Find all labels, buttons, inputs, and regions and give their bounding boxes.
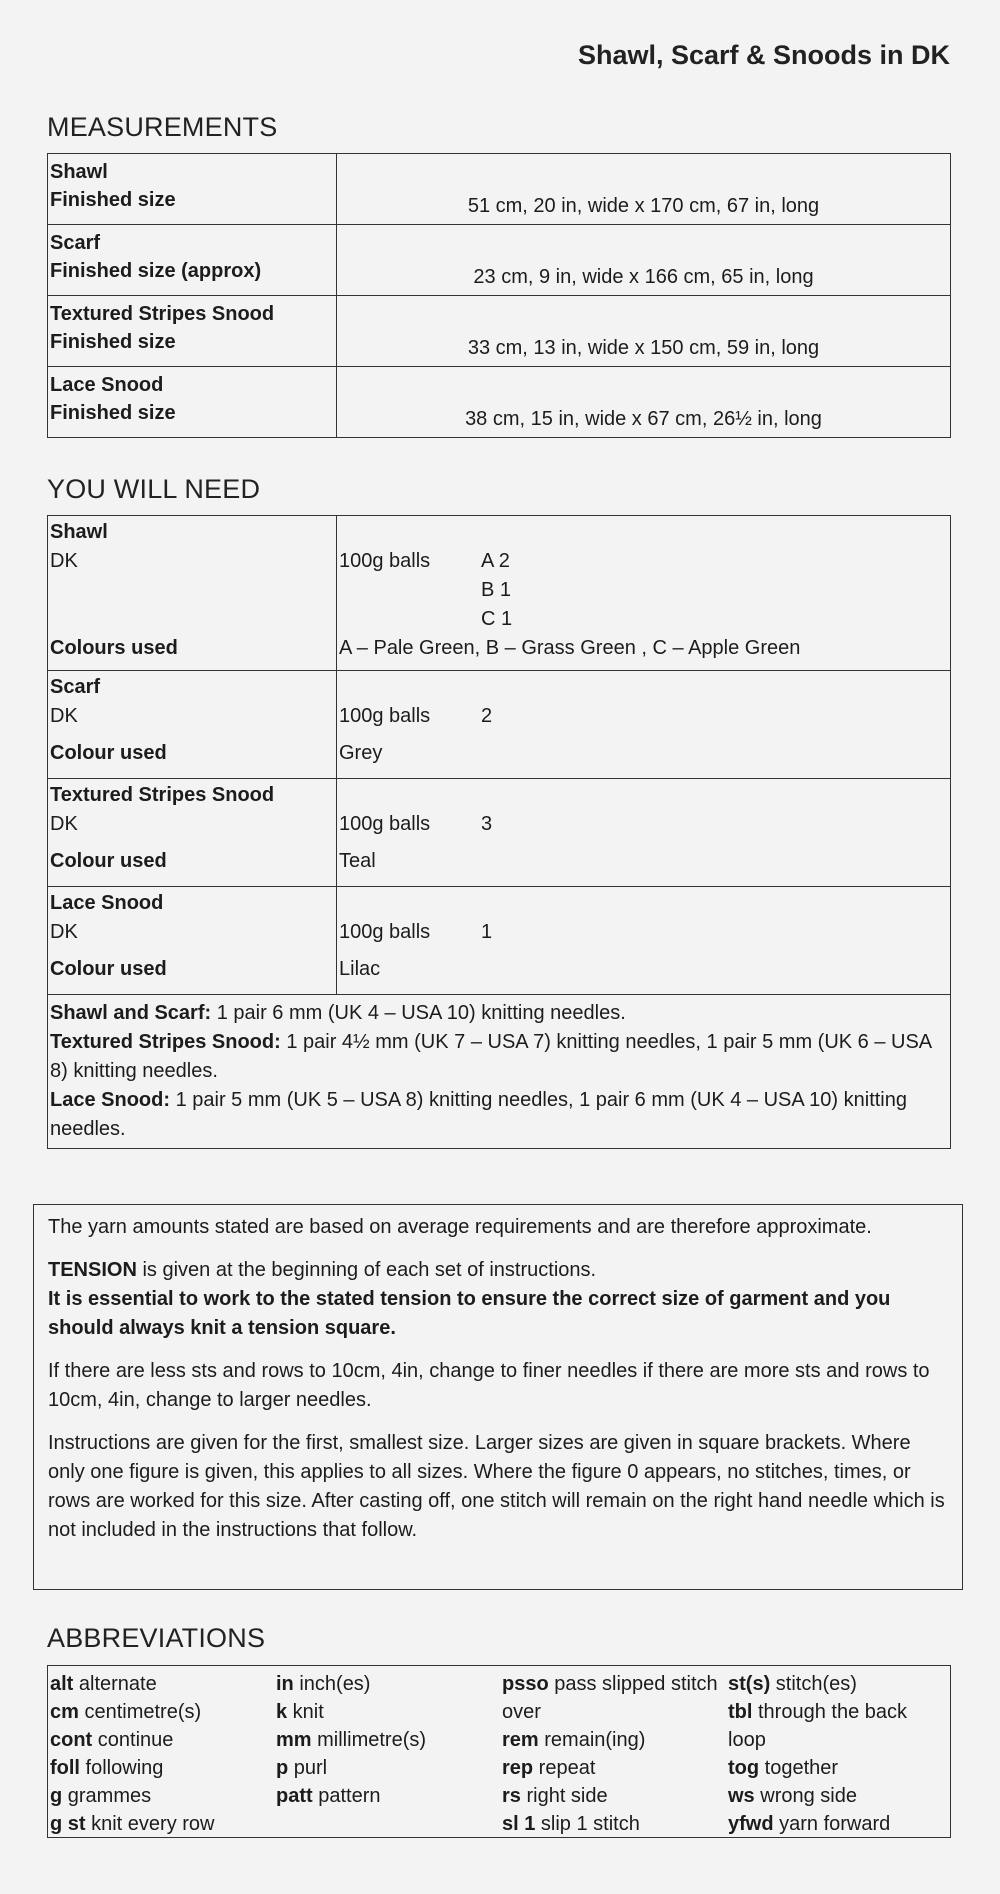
yarn-amounts-note: The yarn amounts stated are based on average requirements and are therefore approximate. (48, 1216, 872, 1238)
list-item: st(s) stitch(es) (728, 1673, 857, 1695)
measurements-heading: MEASUREMENTS (47, 112, 278, 142)
tension-note: TENSION is given at the beginning of each set of instructions. (48, 1259, 597, 1281)
table-row (48, 225, 951, 296)
list-item: foll following (50, 1757, 164, 1779)
abbreviations-box (47, 1665, 951, 1838)
list-item: rem remain(ing) (502, 1729, 646, 1751)
measurement-value: 33 cm, 13 in, wide x 150 cm, 59 in, long (337, 296, 951, 367)
measurement-value: 23 cm, 9 in, wide x 166 cm, 65 in, long (337, 225, 951, 296)
you-will-need-heading: YOU WILL NEED (47, 474, 261, 504)
list-item: g grammes (50, 1785, 152, 1807)
list-item: g st knit every row (50, 1813, 215, 1835)
list-item: p purl (276, 1757, 328, 1779)
abbreviations-column (728, 1670, 948, 1833)
material-label: Shawl DK Colours used (48, 516, 337, 671)
abbreviations-column (502, 1670, 728, 1833)
table-row (48, 887, 951, 995)
page-title: Shawl, Scarf & Snoods in DK (577, 40, 950, 70)
materials-table (47, 515, 951, 1149)
measurement-value: 38 cm, 15 in, wide x 67 cm, 26½ in, long (337, 367, 951, 438)
list-item: yfwd yarn forward (728, 1813, 891, 1835)
list-item: mm millimetre(s) (276, 1729, 427, 1751)
measurement-label: Textured Stripes Snood Finished size (48, 296, 337, 367)
material-label: Scarf DK Colour used (48, 671, 337, 779)
list-item: tog together (728, 1757, 839, 1779)
list-item: alt alternate (50, 1673, 157, 1695)
material-value: 100g balls 1 Lilac (337, 887, 951, 995)
list-item: k knit (276, 1701, 324, 1723)
abbreviations-column (50, 1670, 276, 1833)
list-item: cm centimetre(s) (50, 1701, 202, 1723)
measurements-table (47, 153, 951, 438)
table-row (48, 779, 951, 887)
list-item: psso pass slipped stitch over (502, 1673, 718, 1723)
measurement-label: Lace Snood Finished size (48, 367, 337, 438)
notes-box (33, 1204, 963, 1590)
table-row (48, 296, 951, 367)
material-label: Lace Snood DK Colour used (48, 887, 337, 995)
abbreviations-column (276, 1670, 502, 1833)
table-row (48, 367, 951, 438)
material-label: Textured Stripes Snood DK Colour used (48, 779, 337, 887)
list-item: ws wrong side (728, 1785, 857, 1807)
list-item: tbl through the back loop (728, 1701, 907, 1751)
material-value: 100g balls 3 Teal (337, 779, 951, 887)
material-value: 100g balls A 2 B 1 C 1 A – Pale Green, B – Grass Green , C – Apple Green (337, 516, 951, 671)
table-row (48, 516, 951, 671)
list-item: sl 1 slip 1 stitch (502, 1813, 640, 1835)
abbreviations-heading: ABBREVIATIONS (47, 1623, 266, 1653)
measurement-label: Shawl Finished size (48, 154, 337, 225)
list-item: rs right side (502, 1785, 608, 1807)
list-item: in inch(es) (276, 1673, 371, 1695)
measurement-value: 51 cm, 20 in, wide x 170 cm, 67 in, long (337, 154, 951, 225)
list-item: patt pattern (276, 1785, 381, 1807)
table-row (48, 995, 951, 1149)
needles-info: Shawl and Scarf: 1 pair 6 mm (UK 4 – USA 10) knitting needles. Textured Stripes Snood: 1 pair 4½ mm (UK 7 – USA 7) knitting needles, 1 pair 5 mm (UK 6 – USA 8) knitting needles. Lace Snood: 1 pair 5 mm (UK 5 – USA 8) knitting needles, 1 pair 6 mm (UK 4 – USA 10) knitting needles. (48, 995, 951, 1149)
list-item: rep repeat (502, 1757, 596, 1779)
needle-change-note: If there are less sts and rows to 10cm, 4in, change to finer needles if there are more sts and rows to 10cm, 4in, change to larger needles. (48, 1360, 930, 1411)
table-row (48, 154, 951, 225)
table-row (48, 671, 951, 779)
sizes-note: Instructions are given for the first, smallest size. Larger sizes are given in square brackets. Where only one figure is given, this applies to all sizes. Where the figure 0 appears, no stitches, times, or rows are worked for this size. After casting off, one stitch will remain on the right hand needle which is not included in the instructions that follow. (48, 1432, 945, 1541)
material-value: 100g balls 2 Grey (337, 671, 951, 779)
tension-essential-note: It is essential to work to the stated tension to ensure the correct size of garment and you should always knit a tension square. (48, 1288, 891, 1339)
measurement-label: Scarf Finished size (approx) (48, 225, 337, 296)
list-item: cont continue (50, 1729, 174, 1751)
